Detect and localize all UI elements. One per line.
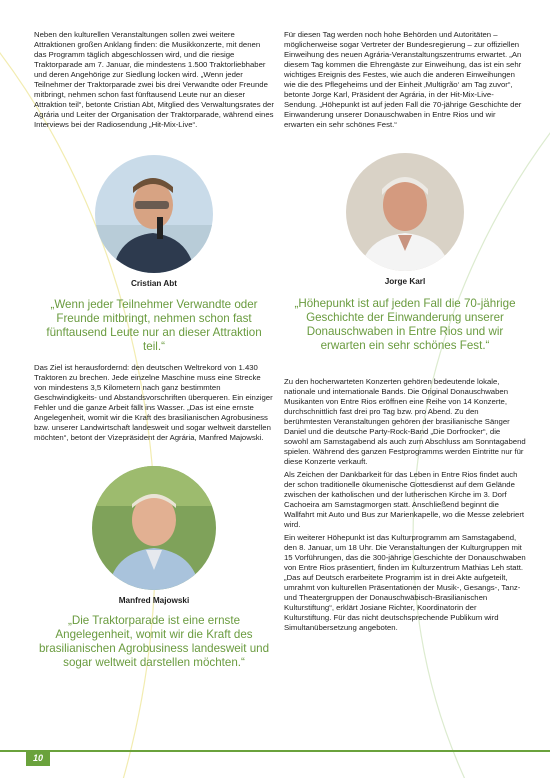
portrait-manfred-majowski [92, 466, 216, 590]
right-paragraph-4: Ein weiterer Höhepunkt ist das Kulturprogramm am Samstagabend, den 8. Januar, um 18 Uhr. Die Veranstaltungen der Kulturgruppen mit 15 Vorführungen, das die 300-jährige Geschichte der Donauschwaben von Entre Rios präsentiert, finden im Kulturzentrum Mathias Leh statt. „Das auf Deutsch erarbeitete Programm ist in drei Akte aufgeteilt, umrahmt von kulturellen Präsentationen der Musik-, Gesangs-, Tanz- und Theatergruppen der Donauschwäbisch-Brasilianischen Kulturstiftung“, erklärt Josiane Richter, Koordinatorin der Kulturstiftung. Für das nicht deutschsprechende Publikum wird Simultanübersetzung angeboten. [284, 533, 526, 632]
left-paragraph-2: Das Ziel ist herausfordernd: den deutschen Weltrekord von 1.430 Traktoren zu brechen. Jede einzelne Maschine muss eine Strecke von mindestens 3,5 Kilometern nach ganz bestimmten Geschwindigkeits- und Abstandsvorschriften überqueren. Ein einziger Fehler und die ganze Arbeit fällt ins Wasser. „Das ist eine ernste Angelegenheit, womit wir die Kraft des brasilianischen Agrobusiness bzw. unserer Landwirtschaft landesweit und sogar weltweit darstellen möchten“, betont der Vizepräsident der Agrária, Manfred Majowski. [34, 363, 273, 442]
left-column [34, 30, 274, 670]
caption-jorge-karl: Jorge Karl [384, 277, 426, 286]
pull-quote-2: „Höhepunkt ist auf jeden Fall die 70-jährige Geschichte der Einwanderung unserer Donauschwaben in Entre Rios und wir erwarten ein sehr schönes Fest.“ [294, 297, 516, 352]
caption-cristian-abt: Cristian Abt [130, 279, 178, 288]
portrait-jorge-karl [346, 153, 464, 271]
caption-manfred-majowski: Manfred Majowski [118, 596, 190, 605]
right-paragraph-1: Für diesen Tag werden noch hohe Behörden und Autoritäten – möglicherweise sogar Vertreter der Bundesregierung – zur offiziellen Einweihung des neuen Agrária-Veranstaltungszentrums erwartet. „An diesem Tag kommen die Ehrengäste zur Einweihung, das ist ein sehr wichtiges Ereignis des Festes, wie auch die anderen Einweihungen wie die des Pflegeheims und der Einheit ‚Multigrão‘ am Tag zuvor“, betonte Jorge Karl, Präsident der Agrária, in der Hit-Mix-Live-Sendung. „Höhepunkt ist auf jeden Fall die 70-jährige Geschichte der Einwanderung unserer Donauschwaben in Entre Rios und wir erwarten ein sehr schönes Fest.“ [284, 30, 522, 129]
right-paragraph-3: Als Zeichen der Dankbarkeit für das Leben in Entre Rios findet auch der schon traditionelle ökumenische Gottesdienst auf dem Gelände zwischen der katholischen und der lutherischen Kirche im 3. Dorf Cachoeira am Samstagmorgen statt. Anschließend beginnt die Wallfahrt mit Auto und Bus zur Marienkapelle, wo die Messe zelebriert wird. [284, 470, 525, 529]
right-column [284, 30, 526, 636]
pull-quote-1: „Wenn jeder Teilnehmer Verwandte oder Freunde mitbringt, nehmen schon fast fünftausend Leute nur an dieser Attraktion teil.“ [46, 298, 262, 353]
page-number: 10 [26, 751, 50, 766]
footer-rule [0, 750, 550, 752]
left-paragraph-1: Neben den kulturellen Veranstaltungen sollen zwei weitere Attraktionen großen Anklang finden: die Musikkonzerte, mit denen das Programm täglich abgeschlossen wird, und die riesige Traktorparade am 7. Januar, die mindestens 1.500 Traktorliebhaber und deren Angehörige zur Siedlung locken wird. „Wenn jeder Teilnehmer der Traktorparade zwei bis drei Verwandte oder Freunde mitbringt, nehmen schon fast fünftausend Leute nur an dieser Attraktion teil“, betonte Cristian Abt, Mitglied des Verwaltungsrates der Agrária und Leiter der Organisation der Traktorparade, während eines Interviews bei der Radiosendung „Hit-Mix-Live“. [34, 30, 274, 129]
pull-quote-3: „Die Traktorparade ist eine ernste Angelegenheit, womit wir die Kraft des brasilianischen Agrobusiness landesweit und sogar weltweit darstellen möchten.“ [38, 614, 270, 669]
portrait-cristian-abt [95, 155, 213, 273]
right-paragraph-2: Zu den hocherwarteten Konzerten gehören bedeutende lokale, nationale und internationale Bands. Die Original Donauschwaben Musikanten von Entre Rios eröffnen eine Reihe von 14 Konzerte, durchschnittlich fast drei pro Tag bzw. pro Abend. Zu den berühmtesten Veranstaltungen gehören der brasilianische Sänger Daniel und die deutsche Party-Rock-Band „Die Dorfrocker“, die sowohl am Samstagabend als auch zum Abschluss am Sonntagabend spielen. Während des ganzen Festprogramms werden Eintritte nur für diese Konzerte verkauft. [284, 377, 526, 466]
